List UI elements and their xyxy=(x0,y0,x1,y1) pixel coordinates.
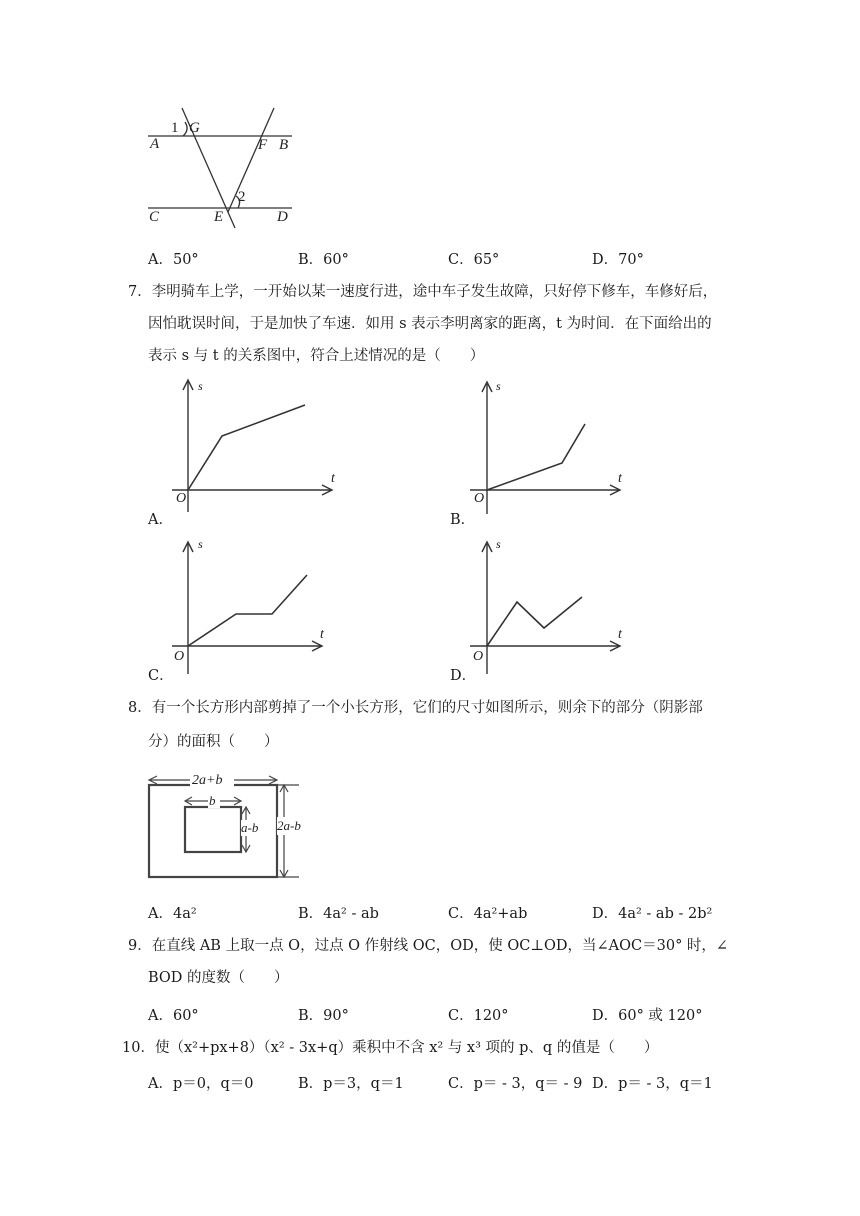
graph-d-origin-label: O xyxy=(473,649,484,664)
graph-a-t-label: t xyxy=(331,471,335,486)
q8-option-c[interactable]: C．4a²+ab xyxy=(448,906,528,922)
q6-option-a[interactable]: A．50° xyxy=(148,252,199,268)
q10-option-a[interactable]: A．p＝0，q＝0 xyxy=(148,1076,254,1092)
q9-option-b[interactable]: B．90° xyxy=(298,1008,349,1024)
label-B: B xyxy=(279,137,289,153)
label-inner-width: b xyxy=(209,793,216,808)
q9-option-a[interactable]: A．60° xyxy=(148,1008,199,1024)
graph-d-t-label: t xyxy=(618,627,622,642)
label-1: 1 xyxy=(171,120,179,136)
q8-option-a[interactable]: A．4a² xyxy=(148,906,197,922)
q7-text-line-2: 因怕耽误时间，于是加快了车速．如用 s 表示李明离家的距离，t 为时间．在下面给出的 xyxy=(148,316,712,332)
graph-c-origin-label: O xyxy=(174,649,185,664)
label-E: E xyxy=(214,209,224,225)
q10-option-d[interactable]: D．p＝ - 3，q＝1 xyxy=(592,1076,713,1092)
q9-option-c[interactable]: C．120° xyxy=(448,1008,509,1024)
graph-c-s-label: s xyxy=(198,537,203,551)
label-outer-width: 2a+b xyxy=(192,773,223,788)
q6-option-b[interactable]: B．60° xyxy=(298,252,349,268)
q10-option-c[interactable]: C．p＝ - 3，q＝ - 9 xyxy=(448,1076,583,1092)
q7-graph-b xyxy=(470,374,635,514)
label-A: A xyxy=(150,136,160,152)
q8-text-line-2: 分）的面积（ ） xyxy=(148,734,279,750)
graph-c-t-label: t xyxy=(320,627,324,642)
label-G: G xyxy=(189,120,200,136)
q10-text: 10．使（x²+px+8）（x² - 3x+q）乘积中不含 x² 与 x³ 项的 p、q 的值是（ ） xyxy=(122,1040,659,1056)
q7-option-a[interactable]: A． xyxy=(148,512,173,528)
graph-b-origin-label: O xyxy=(474,491,485,506)
q8-option-b[interactable]: B．4a² - ab xyxy=(298,906,379,922)
label-2: 2 xyxy=(238,189,246,205)
q7-text-line-3: 表示 s 与 t 的关系图中，符合上述情况的是（ ） xyxy=(148,348,485,364)
q6-option-c[interactable]: C．65° xyxy=(448,252,500,268)
q9-text-line-2: BOD 的度数（ ） xyxy=(148,970,289,986)
q7-text-line-1: 7．李明骑车上学，一开始以某一速度行进，途中车子发生故障，只好停下修车，车修好后， xyxy=(128,284,718,300)
label-C: C xyxy=(149,209,160,225)
q8-text-line-1: 8．有一个长方形内部剪掉了一个小长方形，它们的尺寸如图所示，则余下的部分（阴影部 xyxy=(128,700,703,716)
q7-graph-a xyxy=(172,372,342,512)
graph-b-t-label: t xyxy=(618,471,622,486)
q10-option-b[interactable]: B．p＝3，q＝1 xyxy=(298,1076,404,1092)
graph-b-s-label: s xyxy=(496,379,501,393)
graph-d-s-label: s xyxy=(496,537,501,551)
label-outer-height: 2a-b xyxy=(277,818,301,833)
q7-graph-d xyxy=(470,534,630,674)
label-D: D xyxy=(277,209,288,225)
q7-option-b[interactable]: B． xyxy=(450,512,476,528)
q7-graph-c xyxy=(172,534,332,674)
q9-text-line-1: 9．在直线 AB 上取一点 O，过点 O 作射线 OC，OD，使 OC⊥OD，当∠AOC＝30° 时，∠ xyxy=(128,938,729,954)
q7-option-d[interactable]: D． xyxy=(450,668,477,684)
graph-a-origin-label: O xyxy=(176,491,187,506)
q6-option-d[interactable]: D．70° xyxy=(592,252,644,268)
q9-option-d[interactable]: D．60° 或 120° xyxy=(592,1008,703,1024)
q7-option-c[interactable]: C． xyxy=(148,668,174,684)
label-inner-height: a-b xyxy=(241,820,259,835)
graph-a-s-label: s xyxy=(198,379,203,393)
label-F: F xyxy=(258,137,268,153)
q8-option-d[interactable]: D．4a² - ab - 2b² xyxy=(592,906,713,922)
q8-rectangle-figure xyxy=(146,760,306,885)
q6-parallel-lines-figure xyxy=(140,100,300,235)
